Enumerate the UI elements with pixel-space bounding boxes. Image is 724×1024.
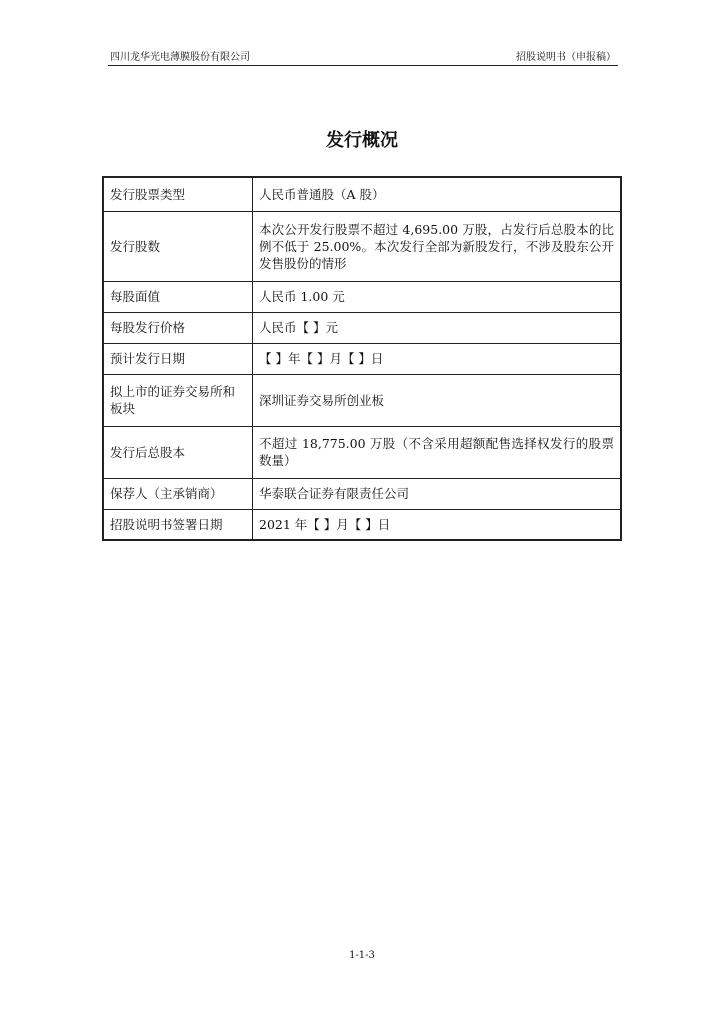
table-row <box>103 374 621 426</box>
row-value: 深圳证券交易所创业板 <box>253 374 622 426</box>
row-label: 发行股票类型 <box>103 177 253 211</box>
document-type: 招股说明书（申报稿） <box>516 52 616 63</box>
company-name: 四川龙华光电薄膜股份有限公司 <box>110 52 250 63</box>
page-header <box>108 51 618 66</box>
table-row <box>103 211 621 281</box>
row-label: 预计发行日期 <box>103 343 253 374</box>
offering-overview-table <box>102 176 622 541</box>
row-value: 本次公开发行股票不超过 4,695.00 万股，占发行后总股本的比例不低于 25.00%。本次发行全部为新股发行，不涉及股东公开发售股份的情形 <box>253 211 622 281</box>
row-label: 每股发行价格 <box>103 312 253 343</box>
row-value: 人民币普通股（A 股） <box>253 177 622 211</box>
row-value: 华泰联合证券有限责任公司 <box>253 478 622 509</box>
table-row <box>103 177 621 211</box>
row-value: 【 】年【 】月【 】日 <box>253 343 622 374</box>
table-row <box>103 312 621 343</box>
table-row <box>103 281 621 312</box>
row-value: 不超过 18,775.00 万股（不含采用超额配售选择权发行的股票数量） <box>253 426 622 478</box>
row-label: 每股面值 <box>103 281 253 312</box>
table-row <box>103 343 621 374</box>
row-value: 2021 年【 】月【 】日 <box>253 509 622 540</box>
table-row <box>103 509 621 540</box>
row-label: 发行股数 <box>103 211 253 281</box>
table-row <box>103 426 621 478</box>
page-title: 发行概况 <box>326 130 398 151</box>
table-row <box>103 478 621 509</box>
row-label: 招股说明书签署日期 <box>103 509 253 540</box>
row-label: 拟上市的证券交易所和板块 <box>103 374 253 426</box>
row-value: 人民币【 】元 <box>253 312 622 343</box>
row-label: 保荐人（主承销商） <box>103 478 253 509</box>
row-value: 人民币 1.00 元 <box>253 281 622 312</box>
row-label: 发行后总股本 <box>103 426 253 478</box>
page-number: 1-1-3 <box>349 950 375 961</box>
